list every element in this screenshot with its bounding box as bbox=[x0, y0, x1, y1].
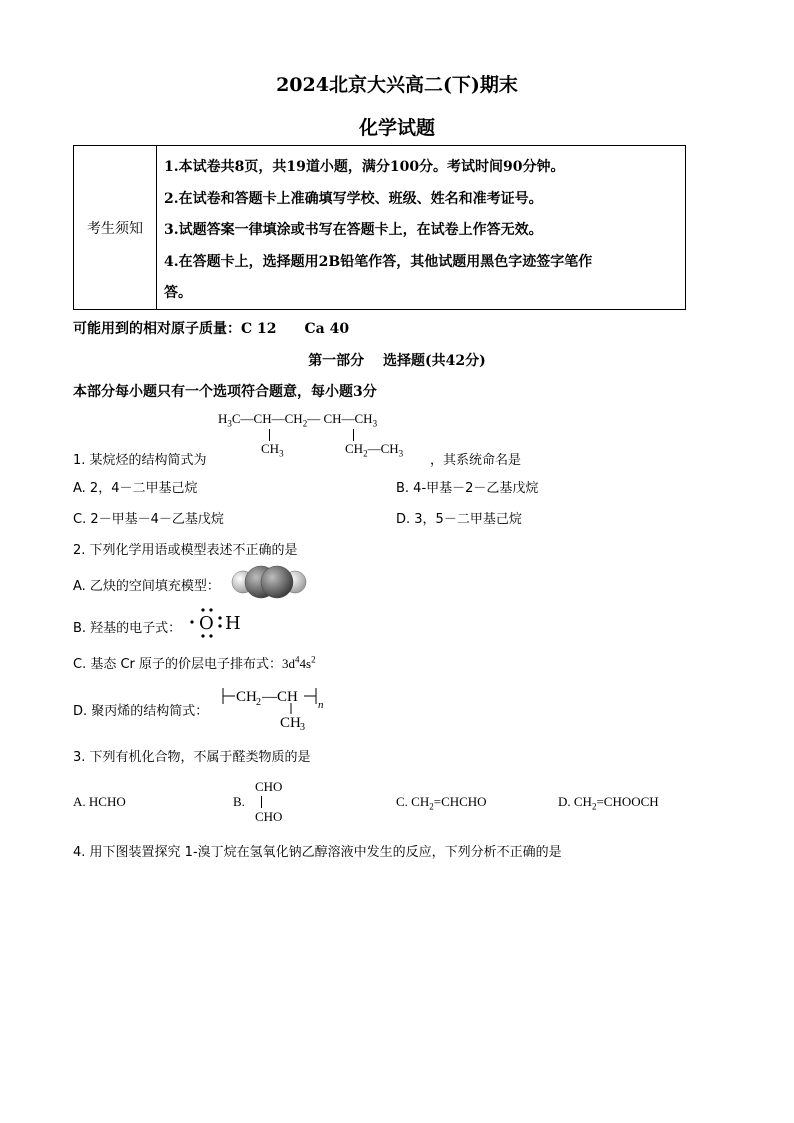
q1-bond-vertical bbox=[269, 429, 270, 441]
q3-option-b-label: B. bbox=[233, 794, 245, 809]
svg-text:3: 3 bbox=[300, 722, 305, 730]
q3-option-b-top: CHO bbox=[255, 779, 283, 794]
notice-item: 答。 bbox=[164, 285, 192, 301]
notice-item: 4.在答题卡上，选择题用2B铅笔作答，其他试题用黑色字迹签字笔作 bbox=[164, 254, 593, 270]
polypropylene-formula bbox=[220, 680, 330, 730]
q2-stem: 2. 下列化学用语或模型表述不正确的是 bbox=[73, 543, 298, 558]
q1-option-d: D. 3，5－二甲基己烷 bbox=[396, 512, 522, 527]
q2-option-c: C. 基态 Cr 原子的价层电子排布式：$3d^44s^2$ bbox=[73, 654, 316, 672]
q2-option-b: B. 羟基的电子式： bbox=[73, 621, 182, 636]
q3-option-d: D. $CH_2=CHOOCH$ bbox=[558, 794, 659, 812]
notice-box bbox=[73, 145, 686, 310]
svg-text:CH: CH bbox=[280, 715, 301, 730]
svg-text:CH: CH bbox=[236, 689, 257, 705]
q1-option-a: A. 2，4－二甲基己烷 bbox=[73, 481, 198, 496]
svg-text:—CH: —CH bbox=[262, 689, 298, 705]
q1-stem-suffix: ，其系统命名是 bbox=[430, 453, 522, 468]
q1-formula-ch3: $CH_3$ bbox=[261, 441, 284, 459]
q2-option-a: A. 乙炔的空间填充模型： bbox=[73, 579, 220, 594]
oxygen-symbol: O bbox=[199, 613, 214, 634]
q1-option-b: B. 4-甲基－2－乙基戊烷 bbox=[396, 481, 539, 496]
page-title: 2024北京大兴高二(下)期末 bbox=[276, 74, 518, 96]
notice-item: 1.本试卷共8页，共19道小题，满分100分。考试时间90分钟。 bbox=[164, 159, 565, 175]
q1-stem: 1. 某烷烃的结构简式为 bbox=[73, 453, 207, 468]
notice-item: 2.在试卷和答题卡上准确填写学校、班级、姓名和准考证号。 bbox=[164, 191, 543, 207]
part-heading: 第一部分 选择题(共42分) bbox=[308, 353, 486, 369]
q3-option-c: C. $CH_2=CHCHO$ bbox=[396, 794, 487, 812]
page-subtitle: 化学试题 bbox=[358, 117, 435, 139]
q1-option-c: C. 2－甲基－4－乙基戊烷 bbox=[73, 512, 224, 527]
hydrogen-symbol: H bbox=[225, 613, 241, 634]
q1-bond-vertical bbox=[353, 429, 354, 441]
acetylene-model-image bbox=[231, 564, 307, 600]
svg-text:n: n bbox=[318, 699, 324, 711]
notice-item: 3.试题答案一律填涂或书写在答题卡上，在试卷上作答无效。 bbox=[164, 222, 543, 238]
q3-stem: 3. 下列有机化合物，不属于醛类物质的是 bbox=[73, 750, 311, 765]
q3-option-a: A. HCHO bbox=[73, 794, 126, 809]
hydroxyl-electron-formula bbox=[188, 606, 248, 638]
q2-option-d: D. 聚丙烯的结构简式： bbox=[73, 704, 209, 719]
atomic-mass-line: 可能用到的相对原子质量：C 12 Ca 40 bbox=[73, 321, 350, 337]
svg-text:2: 2 bbox=[256, 697, 261, 708]
q3-bond-vertical bbox=[261, 796, 262, 808]
q4-stem: 4. 用下图装置探究 1-溴丁烷在氢氧化钠乙醇溶液中发生的反应，下列分析不正确的是 bbox=[73, 845, 562, 860]
q3-option-b-bottom: CHO bbox=[255, 809, 283, 824]
q1-formula-ethyl: $CH_2—CH_3$ bbox=[345, 441, 404, 459]
q1-formula-main: $H_3C—CH—CH_2—$ $CH—CH_3$ bbox=[218, 411, 378, 429]
part-instruction: 本部分每小题只有一个选项符合题意，每小题3分 bbox=[73, 384, 377, 400]
notice-label: 考生须知 bbox=[74, 146, 157, 309]
